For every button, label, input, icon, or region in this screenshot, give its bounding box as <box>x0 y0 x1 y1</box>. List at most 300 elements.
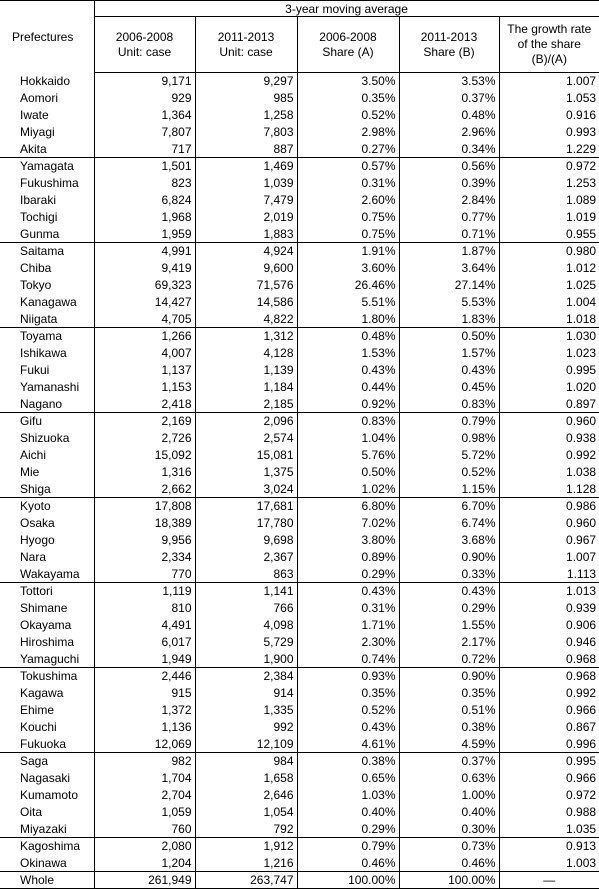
share-b-cell: 0.77% <box>399 209 499 226</box>
cases-2006-2008-cell: 1,316 <box>94 464 195 481</box>
table-row <box>0 702 599 719</box>
prefecture-name-cell: Hiroshima <box>0 634 94 651</box>
growth-rate-cell: 1.089 <box>566 193 597 207</box>
table-row <box>0 362 599 379</box>
prefecture-name-cell: Yamagata <box>0 158 94 175</box>
prefecture-name-cell: Nagano <box>0 396 94 413</box>
prefecture-name-cell: Fukuoka <box>0 736 94 753</box>
cases-2011-2013-cell: 1,216 <box>195 855 297 872</box>
col-share-a-line1: 2006-2008 <box>319 29 377 44</box>
cases-2011-2013-cell: 9,600 <box>195 260 297 277</box>
prefecture-name-cell: Chiba <box>0 260 94 277</box>
growth-rate-cell: 1.023 <box>566 346 597 360</box>
table-row <box>0 617 599 634</box>
growth-rate-cell: 0.992 <box>566 448 597 462</box>
prefecture-name-cell: Yamaguchi <box>0 651 94 668</box>
table-row <box>0 753 599 770</box>
prefecture-name-cell: Mie <box>0 464 94 481</box>
cases-2011-2013-cell: 4,128 <box>195 345 297 362</box>
growth-rate-cell: 0.946 <box>566 635 597 649</box>
share-b-cell: 0.52% <box>399 464 499 481</box>
share-b-cell: 0.63% <box>399 770 499 787</box>
growth-rate-cell: 1.003 <box>499 855 599 872</box>
table-row <box>0 243 599 260</box>
growth-rate-cell: 0.967 <box>566 533 597 547</box>
col-growth-rate-line1: The growth rate <box>507 22 592 36</box>
share-b-cell: 2.96% <box>399 124 499 141</box>
share-b-cell: 4.59% <box>399 736 499 753</box>
table-row <box>0 804 599 821</box>
cases-2006-2008-cell: 1,372 <box>94 702 195 719</box>
growth-rate-cell: 0.995 <box>566 363 597 377</box>
share-a-cell: 2.30% <box>297 634 399 651</box>
growth-rate-cell: 0.972 <box>566 788 597 802</box>
growth-rate-cell: 0.939 <box>566 601 597 615</box>
cases-2006-2008-cell: 9,419 <box>94 260 195 277</box>
table-row <box>0 124 599 141</box>
share-a-cell: 100.00% <box>297 872 399 889</box>
cases-2011-2013-cell: 71,576 <box>195 277 297 294</box>
col-growth-rate-line2: of the share <box>517 37 581 51</box>
share-a-cell: 7.02% <box>297 515 399 532</box>
table-row <box>0 311 599 328</box>
cases-2006-2008-cell: 9,956 <box>94 532 195 549</box>
col-2006-2008-cases-line2: Unit: case <box>117 44 172 59</box>
cases-2006-2008-cell: 4,991 <box>94 243 195 260</box>
prefecture-name-cell: Kyoto <box>0 498 94 515</box>
share-b-cell: 0.37% <box>399 753 499 770</box>
cases-2006-2008-cell: 4,007 <box>94 345 195 362</box>
growth-rate-cell: 1.007 <box>566 74 597 89</box>
share-a-cell: 3.60% <box>297 260 399 277</box>
table-row <box>0 413 599 430</box>
cases-2006-2008-cell: 12,069 <box>94 736 195 753</box>
cases-2011-2013-cell: 792 <box>195 821 297 838</box>
growth-rate-cell: 0.897 <box>499 396 599 413</box>
cases-2006-2008-cell: 9,171 <box>94 73 195 90</box>
growth-rate-cell: 1.128 <box>499 481 599 498</box>
share-a-cell: 0.93% <box>297 668 399 685</box>
table-row <box>0 447 599 464</box>
col-2006-2008-cases-line1: 2006-2008 <box>115 29 174 44</box>
cases-2011-2013-cell: 4,924 <box>195 243 297 260</box>
share-a-cell: 0.57% <box>297 158 399 175</box>
prefecture-name-cell: Yamanashi <box>0 379 94 396</box>
prefecture-name-cell: Hyogo <box>0 532 94 549</box>
prefecture-name-cell: Niigata <box>0 311 94 328</box>
cases-2006-2008-cell: 1,364 <box>94 107 195 124</box>
table-row <box>0 600 599 617</box>
share-b-cell: 1.83% <box>399 311 499 328</box>
growth-rate-cell: 0.993 <box>566 125 597 139</box>
prefecture-name-cell: Shiga <box>0 481 94 498</box>
table-row <box>0 158 599 175</box>
share-b-cell: 3.53% <box>399 73 499 90</box>
cases-2011-2013-cell: 263,747 <box>195 872 297 889</box>
table-row <box>0 583 599 600</box>
share-b-cell: 0.37% <box>399 90 499 107</box>
cases-2011-2013-cell: 1,883 <box>195 226 297 243</box>
growth-rate-cell: 1.019 <box>566 210 597 224</box>
table-row <box>0 277 599 294</box>
cases-2011-2013-cell: 1,335 <box>195 702 297 719</box>
growth-rate-cell: 1.018 <box>499 311 599 328</box>
prefecture-name-cell: Shizuoka <box>0 430 94 447</box>
table-row <box>0 345 599 362</box>
share-b-cell: 0.45% <box>399 379 499 396</box>
growth-rate-cell: 0.968 <box>566 669 597 684</box>
cases-2011-2013-cell: 766 <box>195 600 297 617</box>
share-a-cell: 0.43% <box>297 719 399 736</box>
prefecture-name-cell: Akita <box>0 141 94 158</box>
share-b-cell: 2.84% <box>399 192 499 209</box>
col-share-a-line2: Share (A) <box>322 44 374 59</box>
share-a-cell: 0.44% <box>297 379 399 396</box>
cases-2011-2013-cell: 9,297 <box>195 73 297 90</box>
share-b-cell: 1.57% <box>399 345 499 362</box>
cases-2011-2013-cell: 2,019 <box>195 209 297 226</box>
cases-2006-2008-cell: 1,704 <box>94 770 195 787</box>
cases-2006-2008-cell: 760 <box>94 821 195 838</box>
prefecture-name-cell: Gifu <box>0 413 94 430</box>
cases-2011-2013-cell: 887 <box>195 141 297 158</box>
cases-2006-2008-cell: 69,323 <box>94 277 195 294</box>
prefecture-name-cell: Shimane <box>0 600 94 617</box>
cases-2006-2008-cell: 1,059 <box>94 804 195 821</box>
table-row <box>0 107 599 124</box>
prefecture-name-cell: Kumamoto <box>0 787 94 804</box>
prefecture-name-cell: Miyagi <box>0 124 94 141</box>
cases-2006-2008-cell: 810 <box>94 600 195 617</box>
cases-2011-2013-cell: 1,039 <box>195 175 297 192</box>
share-b-cell: 2.17% <box>399 634 499 651</box>
cases-2011-2013-cell: 5,729 <box>195 634 297 651</box>
table-row <box>0 73 599 90</box>
prefecture-name-cell: Gunma <box>0 226 94 243</box>
cases-2006-2008-cell: 2,662 <box>94 481 195 498</box>
prefecture-name-cell: Fukui <box>0 362 94 379</box>
table-row <box>0 498 599 515</box>
share-a-cell: 0.31% <box>297 600 399 617</box>
cases-2011-2013-cell: 985 <box>195 90 297 107</box>
growth-rate-cell: 0.916 <box>566 108 597 122</box>
share-b-cell: 1.55% <box>399 617 499 634</box>
table-row <box>0 90 599 107</box>
col-2011-2013-cases-line1: 2011-2013 <box>217 29 275 44</box>
share-b-cell: 3.68% <box>399 532 499 549</box>
cases-2006-2008-cell: 915 <box>94 685 195 702</box>
share-a-cell: 0.43% <box>297 362 399 379</box>
share-a-cell: 1.71% <box>297 617 399 634</box>
prefecture-name-cell: Fukushima <box>0 175 94 192</box>
prefecture-name-cell: Okayama <box>0 617 94 634</box>
table-row <box>0 685 599 702</box>
table-row <box>0 668 599 685</box>
table-row <box>0 141 599 158</box>
cases-2006-2008-cell: 1,204 <box>94 855 195 872</box>
cases-2006-2008-cell: 2,334 <box>94 549 195 566</box>
prefecture-name-cell: Hokkaido <box>0 73 94 90</box>
col-share-b-header <box>399 17 499 73</box>
growth-rate-cell: 0.995 <box>566 754 597 769</box>
share-b-cell: 0.43% <box>399 362 499 379</box>
cases-2006-2008-cell: 1,119 <box>94 583 195 600</box>
share-b-cell: 0.73% <box>399 838 499 855</box>
table-row <box>0 430 599 447</box>
prefecture-name-cell: Whole <box>0 872 94 889</box>
table-row <box>0 651 599 668</box>
share-b-cell: 0.72% <box>399 651 499 668</box>
growth-rate-cell: 0.996 <box>499 736 599 753</box>
table-row <box>0 260 599 277</box>
cases-2011-2013-cell: 3,024 <box>195 481 297 498</box>
growth-rate-cell: 0.968 <box>499 651 599 668</box>
share-b-cell: 0.50% <box>399 328 499 345</box>
growth-rate-cell: 0.966 <box>566 703 597 717</box>
share-b-cell: 1.00% <box>399 787 499 804</box>
share-a-cell: 1.03% <box>297 787 399 804</box>
growth-rate-cell: 0.986 <box>566 499 597 514</box>
table-row <box>0 379 599 396</box>
share-b-cell: 3.64% <box>399 260 499 277</box>
prefecture-name-cell: Ehime <box>0 702 94 719</box>
cases-2006-2008-cell: 2,418 <box>94 396 195 413</box>
share-b-cell: 0.30% <box>399 821 499 838</box>
cases-2006-2008-cell: 929 <box>94 90 195 107</box>
share-b-cell: 0.90% <box>399 668 499 685</box>
table-row <box>0 872 599 889</box>
share-a-cell: 1.04% <box>297 430 399 447</box>
prefecture-name-cell: Tottori <box>0 583 94 600</box>
share-b-cell: 27.14% <box>399 277 499 294</box>
cases-2011-2013-cell: 1,912 <box>195 838 297 855</box>
growth-rate-cell: 0.867 <box>566 720 597 734</box>
share-b-cell: 0.90% <box>399 549 499 566</box>
cases-2006-2008-cell: 1,501 <box>94 158 195 175</box>
share-b-cell: 5.72% <box>399 447 499 464</box>
col-growth-rate-line3: (B)/(A) <box>531 52 567 66</box>
col-2011-2013-cases-header <box>195 17 297 73</box>
share-a-cell: 1.80% <box>297 311 399 328</box>
growth-rate-cell: 1.035 <box>499 821 599 838</box>
share-a-cell: 5.76% <box>297 447 399 464</box>
cases-2011-2013-cell: 2,574 <box>195 430 297 447</box>
cases-2011-2013-cell: 2,185 <box>195 396 297 413</box>
cases-2011-2013-cell: 7,479 <box>195 192 297 209</box>
growth-rate-cell: 0.938 <box>566 431 597 445</box>
prefecture-name-cell: Kanagawa <box>0 294 94 311</box>
share-a-cell: 0.29% <box>297 821 399 838</box>
share-a-cell: 0.50% <box>297 464 399 481</box>
growth-rate-cell: 0.906 <box>566 618 597 632</box>
prefecture-name-cell: Kagawa <box>0 685 94 702</box>
cases-2006-2008-cell: 4,491 <box>94 617 195 634</box>
share-a-cell: 0.75% <box>297 209 399 226</box>
growth-rate-cell: 1.013 <box>566 584 597 599</box>
cases-2011-2013-cell: 17,780 <box>195 515 297 532</box>
share-a-cell: 1.53% <box>297 345 399 362</box>
share-b-cell: 0.33% <box>399 566 499 583</box>
cases-2011-2013-cell: 1,054 <box>195 804 297 821</box>
cases-2006-2008-cell: 717 <box>94 141 195 158</box>
share-b-cell: 0.29% <box>399 600 499 617</box>
cases-2006-2008-cell: 823 <box>94 175 195 192</box>
share-a-cell: 3.50% <box>297 73 399 90</box>
share-a-cell: 2.98% <box>297 124 399 141</box>
prefecture-name-cell: Ibaraki <box>0 192 94 209</box>
share-b-cell: 0.79% <box>399 413 499 430</box>
cases-2011-2013-cell: 4,822 <box>195 311 297 328</box>
share-a-cell: 0.31% <box>297 175 399 192</box>
cases-2006-2008-cell: 1,968 <box>94 209 195 226</box>
prefecture-name-cell: Wakayama <box>0 566 94 583</box>
cases-2006-2008-cell: 2,169 <box>94 413 195 430</box>
share-a-cell: 0.46% <box>297 855 399 872</box>
growth-rate-cell: 0.913 <box>566 839 597 854</box>
share-a-cell: 0.43% <box>297 583 399 600</box>
prefecture-name-cell: Toyama <box>0 328 94 345</box>
table-row <box>0 481 599 498</box>
share-b-cell: 6.74% <box>399 515 499 532</box>
cases-2006-2008-cell: 6,824 <box>94 192 195 209</box>
cases-2006-2008-cell: 18,389 <box>94 515 195 532</box>
share-b-cell: 0.34% <box>399 141 499 158</box>
moving-average-group-header: 3-year moving average <box>94 1 599 17</box>
cases-2006-2008-cell: 2,726 <box>94 430 195 447</box>
cases-2011-2013-cell: 984 <box>195 753 297 770</box>
cases-2006-2008-cell: 2,446 <box>94 668 195 685</box>
table-row <box>0 821 599 838</box>
share-a-cell: 0.35% <box>297 685 399 702</box>
table-row <box>0 294 599 311</box>
share-a-cell: 0.74% <box>297 651 399 668</box>
table-row <box>0 838 599 855</box>
share-a-cell: 0.89% <box>297 549 399 566</box>
cases-2011-2013-cell: 17,681 <box>195 498 297 515</box>
table-row <box>0 787 599 804</box>
cases-2006-2008-cell: 1,137 <box>94 362 195 379</box>
share-a-cell: 0.52% <box>297 702 399 719</box>
cases-2011-2013-cell: 7,803 <box>195 124 297 141</box>
cases-2011-2013-cell: 15,081 <box>195 447 297 464</box>
share-a-cell: 0.38% <box>297 753 399 770</box>
share-b-cell: 1.15% <box>399 481 499 498</box>
share-a-cell: 0.83% <box>297 413 399 430</box>
cases-2011-2013-cell: 2,367 <box>195 549 297 566</box>
table-row <box>0 634 599 651</box>
table-row <box>0 532 599 549</box>
prefecture-name-cell: Tokyo <box>0 277 94 294</box>
growth-rate-cell: 0.960 <box>566 516 597 530</box>
table-row <box>0 464 599 481</box>
cases-2006-2008-cell: 7,807 <box>94 124 195 141</box>
cases-2006-2008-cell: 6,017 <box>94 634 195 651</box>
prefecture-name-cell: Saitama <box>0 243 94 260</box>
growth-rate-cell: 1.030 <box>566 329 597 344</box>
cases-2006-2008-cell: 261,949 <box>94 872 195 889</box>
cases-2006-2008-cell: 982 <box>94 753 195 770</box>
prefecture-name-cell: Oita <box>0 804 94 821</box>
prefecture-name-cell: Nagasaki <box>0 770 94 787</box>
prefecture-name-cell: Aomori <box>0 90 94 107</box>
growth-rate-cell: 1.020 <box>566 380 597 394</box>
cases-2006-2008-cell: 1,959 <box>94 226 195 243</box>
cases-2011-2013-cell: 4,098 <box>195 617 297 634</box>
cases-2011-2013-cell: 1,312 <box>195 328 297 345</box>
cases-2006-2008-cell: 15,092 <box>94 447 195 464</box>
table-row <box>0 192 599 209</box>
share-b-cell: 0.35% <box>399 685 499 702</box>
table-row <box>0 226 599 243</box>
growth-rate-cell: 1.229 <box>499 141 599 158</box>
share-a-cell: 0.35% <box>297 90 399 107</box>
growth-rate-cell: 1.025 <box>566 278 597 292</box>
prefecture-name-cell: Kouchi <box>0 719 94 736</box>
cases-2011-2013-cell: 1,375 <box>195 464 297 481</box>
table-row <box>0 209 599 226</box>
table-row <box>0 855 599 872</box>
share-a-cell: 4.61% <box>297 736 399 753</box>
table-row <box>0 549 599 566</box>
share-b-cell: 0.38% <box>399 719 499 736</box>
cases-2006-2008-cell: 1,266 <box>94 328 195 345</box>
share-b-cell: 0.43% <box>399 583 499 600</box>
share-a-cell: 0.65% <box>297 770 399 787</box>
share-b-cell: 0.98% <box>399 430 499 447</box>
prefecture-name-cell: Ishikawa <box>0 345 94 362</box>
growth-rate-cell: 0.972 <box>566 159 597 174</box>
share-a-cell: 1.02% <box>297 481 399 498</box>
growth-rate-cell: 1.012 <box>566 261 597 275</box>
share-a-cell: 0.52% <box>297 107 399 124</box>
share-a-cell: 0.29% <box>297 566 399 583</box>
table-row <box>0 566 599 583</box>
col-share-b-line1: 2011-2013 <box>420 29 478 44</box>
cases-2011-2013-cell: 863 <box>195 566 297 583</box>
cases-2011-2013-cell: 1,139 <box>195 362 297 379</box>
share-b-cell: 0.71% <box>399 226 499 243</box>
col-2011-2013-cases-line2: Unit: case <box>219 44 273 59</box>
share-b-cell: 0.39% <box>399 175 499 192</box>
growth-rate-cell: 1.004 <box>566 295 597 309</box>
share-a-cell: 0.79% <box>297 838 399 855</box>
share-a-cell: 0.75% <box>297 226 399 243</box>
growth-rate-cell: 0.955 <box>499 226 599 243</box>
cases-2011-2013-cell: 14,586 <box>195 294 297 311</box>
growth-rate-cell: 1.007 <box>566 550 597 564</box>
cases-2011-2013-cell: 9,698 <box>195 532 297 549</box>
share-b-cell: 0.83% <box>399 396 499 413</box>
cases-2011-2013-cell: 992 <box>195 719 297 736</box>
share-b-cell: 0.48% <box>399 107 499 124</box>
table-row <box>0 719 599 736</box>
table-row <box>0 175 599 192</box>
cases-2011-2013-cell: 1,258 <box>195 107 297 124</box>
table-row <box>0 515 599 532</box>
col-share-b-line2: Share (B) <box>423 44 475 59</box>
cases-2006-2008-cell: 1,136 <box>94 719 195 736</box>
share-a-cell: 0.27% <box>297 141 399 158</box>
table-row <box>0 396 599 413</box>
cases-2006-2008-cell: 1,153 <box>94 379 195 396</box>
table-row <box>0 736 599 753</box>
cases-2011-2013-cell: 1,141 <box>195 583 297 600</box>
cases-2011-2013-cell: 1,469 <box>195 158 297 175</box>
share-a-cell: 1.91% <box>297 243 399 260</box>
cases-2011-2013-cell: 1,184 <box>195 379 297 396</box>
prefecture-name-cell: Nara <box>0 549 94 566</box>
prefecture-name-cell: Okinawa <box>0 855 94 872</box>
